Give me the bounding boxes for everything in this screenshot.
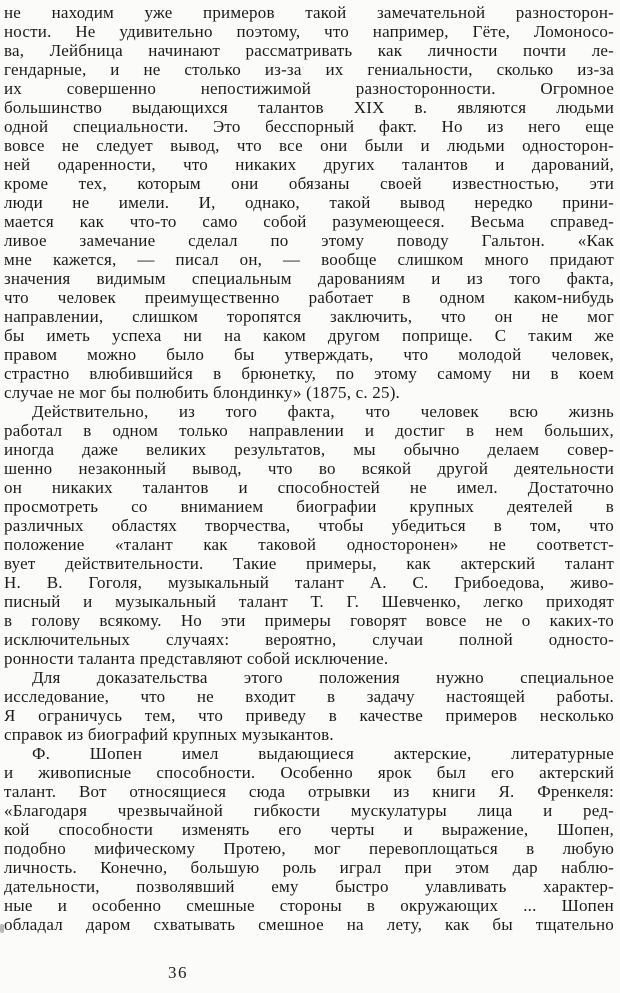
text-line: ности. Не удивительно поэтому, что например, Гёте, Ломоносо- <box>4 22 614 41</box>
text-line: мне кажется, — писал он, — вообще слишком много придают <box>4 250 614 269</box>
text-line: что человек преимущественно работает в одном каком-нибудь <box>4 288 614 307</box>
text-line: писный и музыкальный талант Т. Г. Шевченко, легко приходят <box>4 592 614 611</box>
text-line: не находим уже примеров такой замечательной разносторон- <box>4 3 614 22</box>
text-line: Ф. Шопен имел выдающиеся актерские, литературные <box>32 744 614 763</box>
text-line: бы иметь успеха ни на каком другом поприще. С таким же <box>4 326 614 345</box>
text-line: случае не мог бы полюбить блондинку» (1875, с. 25). <box>4 383 401 402</box>
text-line: исключительных случаях: вероятно, случаи полной односто- <box>4 630 614 649</box>
text-line: в голову всякому. Но эти примеры говорят вовсе не о каких-то <box>4 611 614 630</box>
text-line: дательности, позволявший ему быстро улавливать характер- <box>4 877 614 896</box>
page-number: 36 <box>168 963 188 982</box>
text-line: значения видимым специальным дарованиям и из того факта, <box>4 269 614 288</box>
text-line: их совершенно непостижимой разносторонности. Огромное <box>4 79 614 98</box>
text-line: исследование, что не входит в задачу настоящей работы. <box>4 687 614 706</box>
text-line: Я ограничусь тем, что приведу в качестве примеров несколько <box>4 706 614 725</box>
text-line: различных областях творчества, чтобы убедиться в том, что <box>4 516 614 535</box>
text-line: одной специальности. Это бесспорный факт. Но из него еще <box>4 117 614 136</box>
text-line: Действительно, из того факта, что человек всю жизнь <box>32 402 614 421</box>
text-line: и живописные способности. Особенно ярок был его актерский <box>4 763 614 782</box>
page-text <box>4 3 614 934</box>
text-line: ва, Лейбница начинают рассматривать как личности почти ле- <box>4 41 614 60</box>
text-line: кроме тех, которым они обязаны своей известностью, эти <box>4 174 614 193</box>
text-line: обладал даром схватывать смешное на лету, как бы тщательно <box>4 915 614 934</box>
text-line: ные и особенно смешные стороны в окружающих ... Шопен <box>4 896 614 915</box>
text-line: шенно незаконный вывод, что во всякой другой деятельности <box>4 459 614 478</box>
text-line: правом можно было бы утверждать, что молодой человек, <box>4 345 614 364</box>
text-line: мается как что-то само собой разумеющееся. Весьма справед- <box>4 212 614 231</box>
text-line: талант. Вот относящиеся сюда отрывки из книги Я. Френкеля: <box>4 782 614 801</box>
paragraph <box>4 668 614 744</box>
text-line: большинство выдающихся талантов XIX в. являются людьми <box>4 98 614 117</box>
text-line: ней одаренности, что никаких других талантов и дарований, <box>4 155 614 174</box>
scan-speck <box>0 924 4 933</box>
text-line: «Благодаря чрезвычайной гибкости мускулатуры лица и ред- <box>4 801 614 820</box>
text-line: справок из биографий крупных музыкантов. <box>4 725 334 744</box>
text-line: он никаких талантов и способностей не имел. Достаточно <box>4 478 614 497</box>
text-line: вовсе не следует вывод, что все они были и людьми односторон- <box>4 136 614 155</box>
paragraph <box>4 3 614 402</box>
text-line: личность. Конечно, большую роль играл при этом дар наблю- <box>4 858 614 877</box>
text-line: страстно влюбившийся в брюнетку, по этому самому ни в коем <box>4 364 614 383</box>
text-line: просмотреть со вниманием биографии крупных деятелей в <box>4 497 614 516</box>
paragraph <box>4 744 614 934</box>
text-line: люди не имели. И, однако, такой вывод нередко прини- <box>4 193 614 212</box>
text-line: вует действительности. Такие примеры, как актерский талант <box>4 554 614 573</box>
text-line: Для доказательства этого положения нужно специальное <box>32 668 614 687</box>
text-line: ронности таланта представляют собой исключение. <box>4 649 389 668</box>
paragraph <box>4 402 614 668</box>
text-line: иногда даже великих результатов, мы обычно делаем совер- <box>4 440 614 459</box>
text-line: гендарные, и не столько из-за их гениальности, сколько из-за <box>4 60 614 79</box>
text-line: кой способности изменять его черты и выражение, Шопен, <box>4 820 614 839</box>
text-line: положение «талант как таковой односторонен» не соответст- <box>4 535 614 554</box>
text-line: Н. В. Гоголя, музыкальный талант А. С. Грибоедова, живо- <box>4 573 614 592</box>
text-line: направлении, слишком торопятся заключить, что он не мог <box>4 307 614 326</box>
text-line: работал в одном только направлении и достиг в нем больших, <box>4 421 614 440</box>
text-line: подобно мифическому Протею, мог перевоплощаться в любую <box>4 839 614 858</box>
text-line: ливое замечание сделал по этому поводу Гальтон. «Как <box>4 231 614 250</box>
